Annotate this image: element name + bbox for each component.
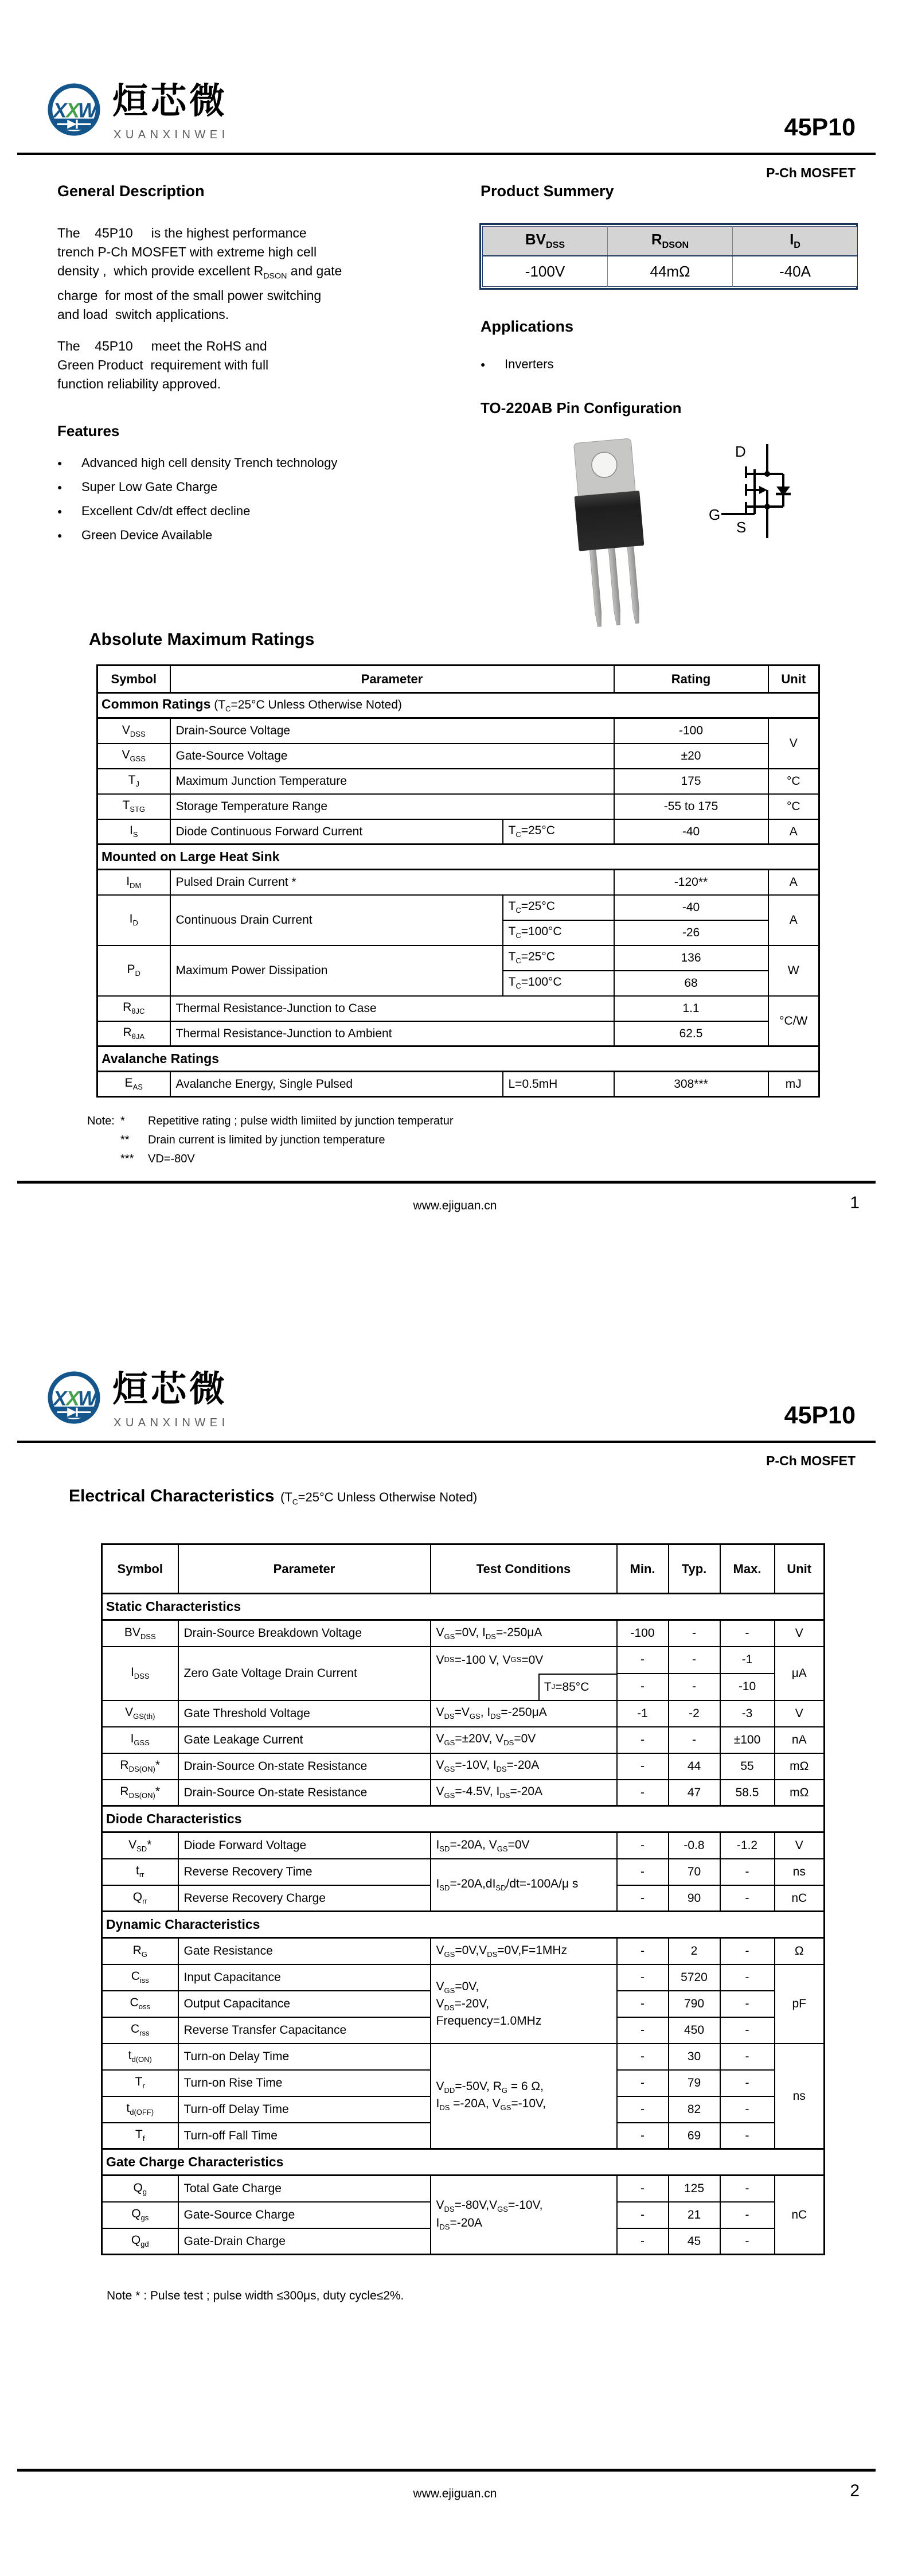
table-cell: - xyxy=(617,1647,669,1674)
table-cell: Turn-on Rise Time xyxy=(178,2070,431,2096)
datasheet-page-2 xyxy=(0,1288,910,2576)
table-cell: - xyxy=(617,2228,669,2255)
table-cell: $T_r$ xyxy=(102,2070,178,2096)
table-cell: -3 xyxy=(720,1701,775,1727)
section-label: Diode Characteristics xyxy=(102,1806,825,1832)
general-description-paragraph-2: The 45P10 meet the RoHS and Green Product requirement with full function reliability approved. xyxy=(57,338,269,391)
table-cell: - xyxy=(617,1859,669,1885)
electrical-characteristics-title-note: ($T_C=25^\circ C$ Unless Otherwise Noted) xyxy=(280,1490,478,1507)
table-cell: - xyxy=(720,2228,775,2255)
table-cell: W xyxy=(768,945,819,996)
table-cell: - xyxy=(617,1727,669,1753)
absolute-maximum-ratings-table xyxy=(96,664,820,1098)
table-cell: $R_{\theta JA}$ xyxy=(97,1021,170,1046)
table-cell: L=0.5mH xyxy=(503,1072,614,1097)
table-cell: ns xyxy=(775,2044,825,2149)
bullet-icon: ● xyxy=(481,360,486,369)
application-item-label: Inverters xyxy=(505,357,554,371)
table-cell: 136 xyxy=(614,945,768,971)
table-cell: - xyxy=(669,1727,720,1753)
table-cell: - xyxy=(617,1885,669,1912)
features-list xyxy=(57,451,447,547)
bullet-icon: ● xyxy=(57,531,63,540)
table-cell: Ω xyxy=(775,1938,825,1964)
table-cell: $BV_{DSS}$ xyxy=(102,1620,178,1647)
table-cell: 90 xyxy=(669,1885,720,1912)
table-cell: $t_{d(ON)}$ xyxy=(102,2044,178,2070)
table-cell: Pulsed Drain Current * xyxy=(170,870,614,895)
logo-letter: X xyxy=(66,1387,80,1410)
table-cell: $I_{GSS}$ xyxy=(102,1727,178,1753)
table-cell: A xyxy=(768,870,819,895)
table-cell: $T_{STG}$ xyxy=(97,794,170,819)
package-lead xyxy=(589,550,603,627)
table-cell: Reverse Transfer Capacitance xyxy=(178,2017,431,2044)
logo-letter: X xyxy=(66,99,80,122)
general-description-title: General Description xyxy=(57,182,205,200)
column-header: Unit xyxy=(768,666,819,693)
note-line xyxy=(87,1112,453,1131)
header-divider xyxy=(17,1441,876,1443)
brand-name-chinese: 烜芯微 xyxy=(112,81,228,121)
table-cell: Total Gate Charge xyxy=(178,2176,431,2202)
table-cell: 308*** xyxy=(614,1072,768,1097)
table-cell: - xyxy=(669,1674,720,1701)
test-condition: V DS =-100 V, V GS =0V xyxy=(436,1653,544,1667)
note-line xyxy=(87,1150,453,1169)
table-cell: Avalanche Energy, Single Pulsed xyxy=(170,1072,503,1097)
table-cell: - xyxy=(617,2017,669,2044)
column-header: Parameter xyxy=(178,1544,431,1594)
table-cell: Drain-Source On-state Resistance xyxy=(178,1780,431,1806)
column-header: Symbol xyxy=(97,666,170,693)
section-label: Mounted on Large Heat Sink xyxy=(97,845,819,870)
table-cell: - xyxy=(617,1753,669,1780)
table-cell: A xyxy=(768,895,819,945)
table-cell: $Q_g$ xyxy=(102,2176,178,2202)
table-cell: -2 xyxy=(669,1701,720,1727)
table-cell: $Q_{gd}$ xyxy=(102,2228,178,2255)
table-cell: nC xyxy=(775,2176,825,2255)
table-cell: $V_{DSS}$ xyxy=(97,718,170,744)
general-description-paragraph-1: The 45P10 is the highest performance trench P-Ch MOSFET with extreme high cell density , which provide excellent $R_{DSON}$ and gate charge for most of the small power switching and load switch applications. xyxy=(57,225,342,322)
table-cell: $R_{DS(ON)}*$ xyxy=(102,1780,178,1806)
logo-letter: W xyxy=(77,99,97,122)
bullet-icon: ● xyxy=(57,507,63,516)
table-cell: μA xyxy=(775,1647,825,1701)
table-cell: $R_{DS(ON)}*$ xyxy=(102,1753,178,1780)
table-cell: - xyxy=(617,1674,669,1701)
footer-divider xyxy=(17,1181,876,1184)
electrical-characteristics-title-main: Electrical Characteristics xyxy=(69,1487,275,1505)
table-cell: Thermal Resistance-Junction to Ambient xyxy=(170,1021,614,1046)
table-cell: Zero Gate Voltage Drain Current xyxy=(178,1647,431,1701)
column-header: Max. xyxy=(720,1544,775,1594)
table-cell: Gate Threshold Voltage xyxy=(178,1701,431,1727)
feature-item-label: Super Low Gate Charge xyxy=(81,480,218,494)
table-cell: Input Capacitance xyxy=(178,1964,431,1991)
table-cell: $I_D$ xyxy=(97,895,170,945)
table-cell: $V_{SD}*$ xyxy=(102,1832,178,1859)
part-number: 45P10 xyxy=(784,1402,856,1429)
table-cell: V xyxy=(775,1620,825,1647)
table-cell: - xyxy=(617,1832,669,1859)
table-cell: mΩ xyxy=(775,1780,825,1806)
table-cell: 58.5 xyxy=(720,1780,775,1806)
column-header: Test Conditions xyxy=(431,1544,617,1594)
table-cell: Gate-Source Voltage xyxy=(170,744,614,769)
footer-website: www.ejiguan.cn xyxy=(413,1199,497,1212)
table-cell: Maximum Junction Temperature xyxy=(170,769,614,794)
pch-arrow-icon xyxy=(759,486,767,494)
table-cell: - xyxy=(669,1620,720,1647)
table-cell: -55 to 175 xyxy=(614,794,768,819)
table-cell: Turn-off Delay Time xyxy=(178,2096,431,2123)
table-cell: Drain-Source Voltage xyxy=(170,718,614,744)
column-header: $R_{DSON}$ xyxy=(608,227,733,256)
table-cell: - xyxy=(720,1938,775,1964)
column-header: Parameter xyxy=(170,666,614,693)
table-cell: $R_G$ xyxy=(102,1938,178,1964)
table-cell: $V_{GS}=-10V$, $I_{DS}=-20A$ xyxy=(431,1753,617,1780)
table-cell: Drain-Source Breakdown Voltage xyxy=(178,1620,431,1647)
table-cell: $V_{GS}=\pm 20V$, $V_{DS}=0V$ xyxy=(431,1727,617,1753)
section-label: Common Ratings ($T_C=25^\circ C$ Unless Otherwise Noted) xyxy=(97,693,819,718)
table-cell: Maximum Power Dissipation xyxy=(170,945,503,996)
table-cell: $I_{SD}=-20A,dI_{SD}/dt=-100A/\mu$ s xyxy=(431,1859,617,1912)
feature-item xyxy=(57,499,447,523)
section-label: Gate Charge Characteristics xyxy=(102,2149,825,2176)
section-label: Static Characteristics xyxy=(102,1594,825,1620)
pin-configuration-title: TO-220AB Pin Configuration xyxy=(481,399,682,417)
table-cell: Reverse Recovery Charge xyxy=(178,1885,431,1912)
table-cell: 790 xyxy=(669,1991,720,2017)
table-cell: 44 xyxy=(669,1753,720,1780)
table-cell: $V_{DD}=-50V$, $R_G = 6$ Ω, $I_{DS} =-20A$, $V_{GS}=-10V$, xyxy=(431,2044,617,2149)
brand-name-chinese: 烜芯微 xyxy=(112,1369,228,1409)
to220-package-image xyxy=(565,436,651,634)
note-part: * xyxy=(120,1115,125,1127)
table-cell: $T_C=25^\circ C$ xyxy=(503,945,614,971)
table-cell: $V_{GS}=0V$, $V_{DS}=-20V$, Frequency=1.0MHz xyxy=(431,1964,617,2044)
table-cell: $Q_{gs}$ xyxy=(102,2202,178,2228)
footer-website: www.ejiguan.cn xyxy=(413,2487,497,2500)
table-cell: $I_{DSS}$ xyxy=(102,1647,178,1701)
brand-logo xyxy=(46,81,102,138)
table-cell: Diode Continuous Forward Current xyxy=(170,819,503,845)
table-cell: 45 xyxy=(669,2228,720,2255)
table-cell: - xyxy=(720,1885,775,1912)
table-cell: Continuous Drain Current xyxy=(170,895,503,945)
table-cell: - xyxy=(720,1964,775,1991)
device-type-subtitle: P-Ch MOSFET xyxy=(766,1453,856,1468)
bullet-icon: ● xyxy=(57,482,63,492)
table-cell: 1.1 xyxy=(614,996,768,1021)
device-type-subtitle: P-Ch MOSFET xyxy=(766,165,856,180)
feature-item-label: Excellent Cdv/dt effect decline xyxy=(81,504,251,518)
table-cell: - xyxy=(669,1647,720,1674)
table-cell: 5720 xyxy=(669,1964,720,1991)
table-cell: °C xyxy=(768,794,819,819)
table-cell: - xyxy=(720,2202,775,2228)
note-part: VD=-80V xyxy=(148,1153,195,1165)
table-cell: -1 xyxy=(720,1647,775,1674)
table-cell: Storage Temperature Range xyxy=(170,794,614,819)
table-cell: Reverse Recovery Time xyxy=(178,1859,431,1885)
column-header: Typ. xyxy=(669,1544,720,1594)
table-cell: - xyxy=(617,2202,669,2228)
electrical-characteristics-title xyxy=(69,1487,477,1506)
table-cell: nA xyxy=(775,1727,825,1753)
table-cell: -120** xyxy=(614,870,768,895)
section-label: Avalanche Ratings xyxy=(97,1046,819,1072)
brand-name-english: XUANXINWEI xyxy=(114,129,229,141)
note-part: Note: xyxy=(87,1115,115,1127)
table-cell: Turn-on Delay Time xyxy=(178,2044,431,2070)
column-header: Min. xyxy=(617,1544,669,1594)
table-cell: -40 xyxy=(614,819,768,845)
table-cell: $T_f$ xyxy=(102,2123,178,2149)
product-summary-table xyxy=(479,223,858,290)
table-cell: 175 xyxy=(614,769,768,794)
table-cell: $T_C=25^\circ C$ xyxy=(503,819,614,845)
table-cell: ±100 xyxy=(720,1727,775,1753)
table-cell: - xyxy=(720,1991,775,2017)
applications-list xyxy=(481,352,767,376)
feature-item xyxy=(57,523,447,547)
bullet-icon: ● xyxy=(57,458,63,468)
table-cell: - xyxy=(720,1859,775,1885)
table-cell: 30 xyxy=(669,2044,720,2070)
table-cell: -40A xyxy=(733,256,858,287)
table-cell: Thermal Resistance-Junction to Case xyxy=(170,996,614,1021)
table-cell: -1.2 xyxy=(720,1832,775,1859)
feature-item xyxy=(57,451,447,475)
table-cell: pF xyxy=(775,1964,825,2044)
note-part xyxy=(87,1150,120,1169)
drain-pin-label: D xyxy=(735,443,746,460)
table-cell: 79 xyxy=(669,2070,720,2096)
table-cell: Drain-Source On-state Resistance xyxy=(178,1753,431,1780)
table-cell: -26 xyxy=(614,920,768,945)
page-number: 2 xyxy=(850,2481,860,2500)
table-cell: -100 xyxy=(614,718,768,744)
mosfet-symbol-diagram xyxy=(704,429,819,547)
logo-letter: X xyxy=(53,99,67,122)
table-cell: - xyxy=(720,2096,775,2123)
table-cell: 82 xyxy=(669,2096,720,2123)
table-cell: $V_{GSS}$ xyxy=(97,744,170,769)
package-body xyxy=(574,491,644,551)
table-cell: 47 xyxy=(669,1780,720,1806)
table-cell: $V_{DS}=-80V,V_{GS}=-10V$, $I_{DS}=-20A$ xyxy=(431,2176,617,2255)
package-lead xyxy=(608,548,622,625)
table-cell: $V_{GS(th)}$ xyxy=(102,1701,178,1727)
table-cell: 68 xyxy=(614,971,768,996)
table-cell: -10 xyxy=(720,1674,775,1701)
table-cell: mΩ xyxy=(775,1753,825,1780)
electrical-characteristics-table xyxy=(101,1543,825,2255)
table-cell: -40 xyxy=(614,895,768,920)
absolute-maximum-ratings-title: Absolute Maximum Ratings xyxy=(89,630,315,649)
table-cell: -0.8 xyxy=(669,1832,720,1859)
condition-subcell: T J =85°C xyxy=(538,1674,616,1700)
table-cell: 450 xyxy=(669,2017,720,2044)
features-title: Features xyxy=(57,422,120,439)
table-cell: $V_{GS}=0V$, $I_{DS}=-250\mu A$ xyxy=(431,1620,617,1647)
table-cell: 70 xyxy=(669,1859,720,1885)
gate-pin-label: G xyxy=(709,506,721,523)
page-number: 1 xyxy=(850,1193,860,1212)
table-cell: 21 xyxy=(669,2202,720,2228)
table-cell: $C_{oss}$ xyxy=(102,1991,178,2017)
table-cell: $I_{SD}=-20A$, $V_{GS}=0V$ xyxy=(431,1832,617,1859)
table-cell: $t_{rr}$ xyxy=(102,1859,178,1885)
ratings-notes xyxy=(87,1112,453,1169)
header-divider xyxy=(17,153,876,155)
brand-logo xyxy=(46,1369,102,1426)
footer-divider xyxy=(17,2469,876,2472)
table-cell: $Q_{rr}$ xyxy=(102,1885,178,1912)
table-cell: - xyxy=(617,1964,669,1991)
table-cell: ±20 xyxy=(614,744,768,769)
table-cell: - xyxy=(617,1991,669,2017)
note-line xyxy=(87,1131,453,1150)
table-cell: - xyxy=(617,1938,669,1964)
logo-letter: X xyxy=(53,1387,67,1410)
table-cell: mJ xyxy=(768,1072,819,1097)
table-cell: $C_{rss}$ xyxy=(102,2017,178,2044)
table-cell: - xyxy=(720,2017,775,2044)
applications-title: Applications xyxy=(481,318,574,335)
table-cell: 69 xyxy=(669,2123,720,2149)
table-cell: Diode Forward Voltage xyxy=(178,1832,431,1859)
table-cell: A xyxy=(768,819,819,845)
feature-item-label: Advanced high cell density Trench technology xyxy=(81,456,338,470)
table-cell: 62.5 xyxy=(614,1021,768,1046)
feature-item xyxy=(57,475,447,499)
column-header: $I_D$ xyxy=(733,227,858,256)
note-part: *** xyxy=(120,1153,134,1165)
note-part xyxy=(87,1131,120,1150)
table-cell: °C xyxy=(768,769,819,794)
table-cell: Gate-Source Charge xyxy=(178,2202,431,2228)
table-cell: 2 xyxy=(669,1938,720,1964)
table-cell: -1 xyxy=(617,1701,669,1727)
table-cell: - xyxy=(720,2070,775,2096)
table-cell: $T_J$ xyxy=(97,769,170,794)
table-cell: V xyxy=(775,1832,825,1859)
column-header: Symbol xyxy=(102,1544,178,1594)
column-header: $BV_{DSS}$ xyxy=(483,227,608,256)
table-cell: $T_C=100^\circ C$ xyxy=(503,920,614,945)
table-cell: 44mΩ xyxy=(608,256,733,287)
logo-letter: W xyxy=(77,1387,97,1410)
table-cell: $t_{d(OFF)}$ xyxy=(102,2096,178,2123)
product-summary-title: Product Summery xyxy=(481,182,614,200)
table-cell: - xyxy=(720,2044,775,2070)
table-cell: $I_{DM}$ xyxy=(97,870,170,895)
table-cell: - xyxy=(617,2176,669,2202)
table-cell: - xyxy=(617,2123,669,2149)
table-cell: - xyxy=(617,2070,669,2096)
table-cell: - xyxy=(720,1620,775,1647)
table-cell: V xyxy=(768,718,819,769)
table-cell: Gate-Drain Charge xyxy=(178,2228,431,2255)
table-cell: - xyxy=(617,1780,669,1806)
part-number: 45P10 xyxy=(784,114,856,141)
source-pin-label: S xyxy=(736,519,747,536)
note-part: ** xyxy=(120,1134,130,1146)
table-cell: $V_{GS}=0V,V_{DS}=0V,F=1MHz$ xyxy=(431,1938,617,1964)
table-cell: -100 xyxy=(617,1620,669,1647)
table-cell: $E_{AS}$ xyxy=(97,1072,170,1097)
table-cell: $P_D$ xyxy=(97,945,170,996)
table-cell: $T_C=100^\circ C$ xyxy=(503,971,614,996)
note-part: Repetitive rating ; pulse width limiited by junction temperatur xyxy=(148,1115,454,1127)
table-cell: $V_{DS}=V_{GS}$, $I_{DS}=-250\mu A$ xyxy=(431,1701,617,1727)
pulse-test-note: Note * : Pulse test ; pulse width ≤300μs, duty cycle≤2%. xyxy=(107,2289,404,2302)
brand-name-english: XUANXINWEI xyxy=(114,1417,229,1429)
table-cell: $I_S$ xyxy=(97,819,170,845)
table-cell: - xyxy=(617,2096,669,2123)
table-cell: $R_{\theta JC}$ xyxy=(97,996,170,1021)
table-cell: °C/W xyxy=(768,996,819,1046)
column-header: Rating xyxy=(614,666,768,693)
table-cell: ns xyxy=(775,1859,825,1885)
table-cell: - xyxy=(720,2176,775,2202)
table-cell: - xyxy=(617,2044,669,2070)
table-cell: Gate Resistance xyxy=(178,1938,431,1964)
table-cell: nC xyxy=(775,1885,825,1912)
application-item xyxy=(481,352,767,376)
package-lead xyxy=(627,546,640,623)
note-part: Drain current is limited by junction temperature xyxy=(148,1134,385,1146)
table-cell: $V_{GS}=-4.5V$, $I_{DS}=-20A$ xyxy=(431,1780,617,1806)
table-cell xyxy=(431,1647,617,1701)
table-cell: $T_C=25^\circ C$ xyxy=(503,895,614,920)
section-label: Dynamic Characteristics xyxy=(102,1912,825,1938)
column-header: Unit xyxy=(775,1544,825,1594)
table-cell: 125 xyxy=(669,2176,720,2202)
table-cell: -100V xyxy=(483,256,608,287)
table-cell: Turn-off Fall Time xyxy=(178,2123,431,2149)
table-cell: $C_{iss}$ xyxy=(102,1964,178,1991)
feature-item-label: Green Device Available xyxy=(81,528,213,542)
table-cell: 55 xyxy=(720,1753,775,1780)
table-cell: V xyxy=(775,1701,825,1727)
table-cell: Gate Leakage Current xyxy=(178,1727,431,1753)
table-cell: - xyxy=(720,2123,775,2149)
table-cell: Output Capacitance xyxy=(178,1991,431,2017)
